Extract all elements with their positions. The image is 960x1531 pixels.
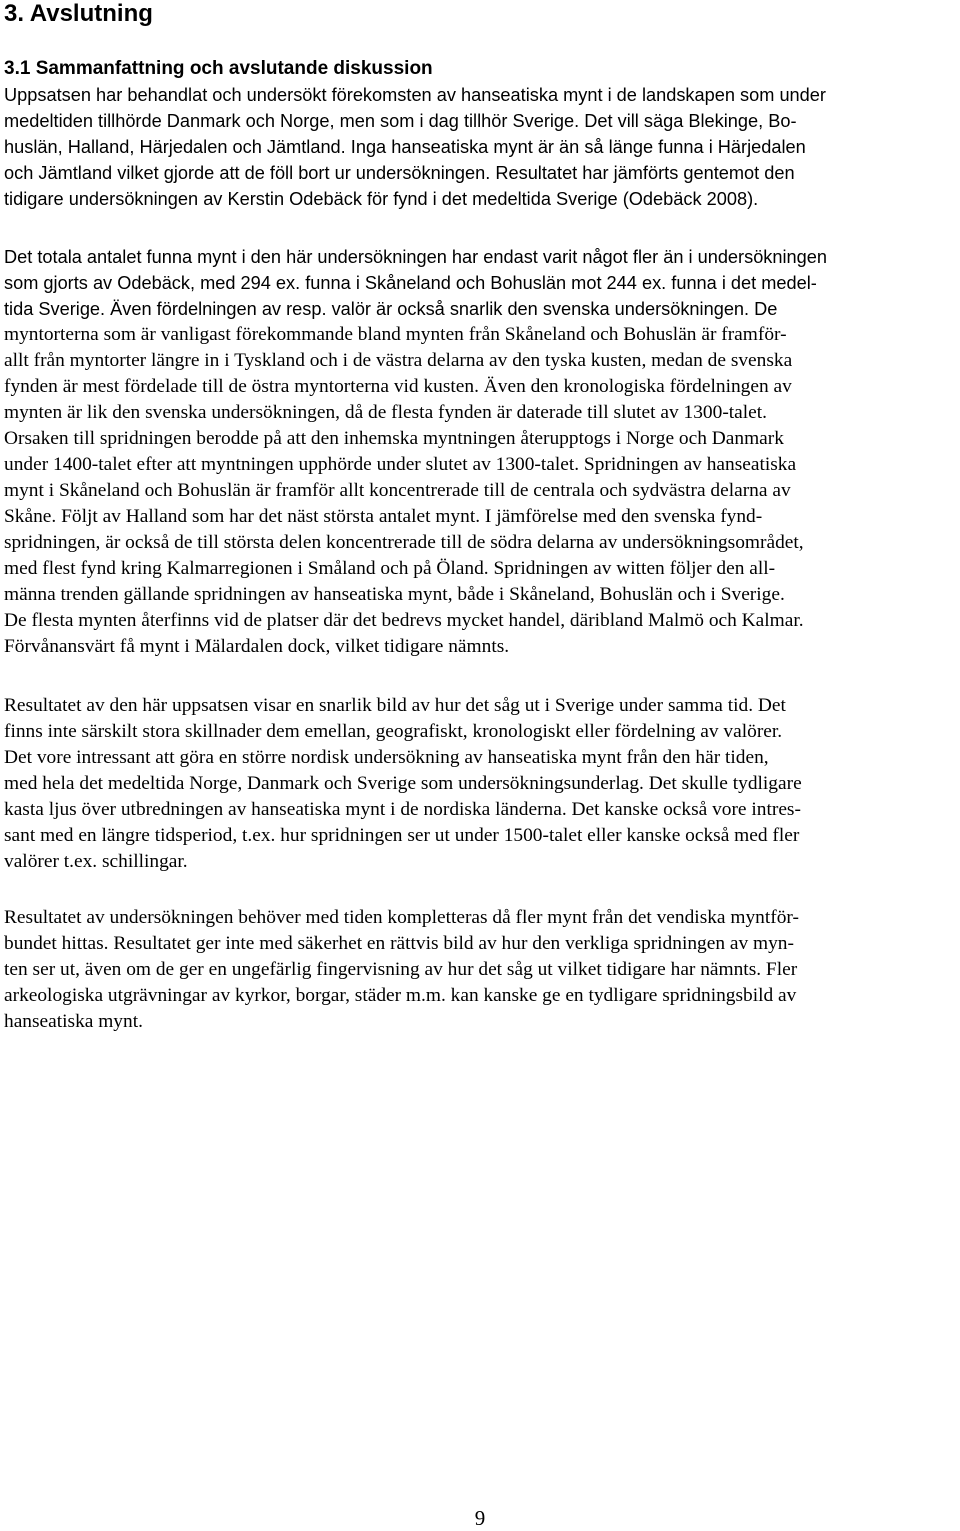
paragraph-line: som gjorts av Odebäck, med 294 ex. funna i Skåneland och Bohuslän mot 244 ex. funna i det medel- bbox=[4, 273, 817, 293]
paragraph-result bbox=[4, 693, 956, 875]
paragraph-line: De flesta mynten återfinns vid de platser där det bedrevs mycket handel, däribland Malmö och Kalmar. bbox=[4, 610, 804, 631]
paragraph-line: finns inte särskilt stora skillnader dem emellan, geografiskt, kronologiskt eller fördelning av valörer. bbox=[4, 721, 783, 742]
paragraph-line: hanseatiska mynt. bbox=[4, 1011, 143, 1032]
paragraph-line: Det totala antalet funna mynt i den här undersökningen har endast varit något fler än i undersökningen bbox=[4, 247, 828, 267]
paragraph-line: arkeologiska utgrävningar av kyrkor, borgar, städer m.m. kan kanske ge en tydligare spridningsbild av bbox=[4, 985, 797, 1006]
paragraph-line: med flest fynd kring Kalmarregionen i Småland och på Öland. Spridningen av witten följer den all- bbox=[4, 558, 776, 579]
paragraph-line: Det vore intressant att göra en större nordisk undersökning av hanseatiska mynt från den här tiden, bbox=[4, 747, 769, 768]
paragraph-line: ten ser ut, även om de ger en ungefärlig fingervisning av hur det såg ut vilket tidigare har nämnts. Fler bbox=[4, 959, 798, 980]
paragraph-line: spridningen, är också de till största delen koncentrerade till de södra delarna av undersökningsområdet, bbox=[4, 532, 804, 553]
paragraph-outlook bbox=[4, 905, 956, 1035]
paragraph-line: allt från myntorter längre in i Tyskland och i de västra delarna av den tyska kusten, medan de svenska bbox=[4, 350, 793, 371]
paragraph-line: mynten är lik den svenska undersökningen, då de flesta fynden är daterade till slutet av 1300-talet. bbox=[4, 402, 767, 423]
paragraph-line: Orsaken till spridningen berodde på att den inhemska myntningen återupptogs i Norge och Danmark bbox=[4, 428, 784, 449]
paragraph-line: med hela det medeltida Norge, Danmark och Sverige som undersökningsunderlag. Det skulle tydligare bbox=[4, 773, 802, 794]
page-number: 9 bbox=[474, 1506, 486, 1530]
paragraph-line: männa trenden gällande spridningen av hanseatiska mynt, både i Skåneland, Bohuslän och i Sverige. bbox=[4, 584, 785, 605]
paragraph-line: tida Sverige. Även fördelningen av resp. valör är också snarlik den svenska undersökningen. De bbox=[4, 299, 778, 319]
paragraph-summary bbox=[4, 82, 956, 212]
paragraph-line: och Jämtland vilket gjorde att de föll bort ur undersökningen. Resultatet har jämförts gentemot den bbox=[4, 163, 795, 183]
paragraph-line: valörer t.ex. schillingar. bbox=[4, 851, 188, 872]
paragraph-line: bundet hittas. Resultatet ger inte med säkerhet en rättvis bild av hur den verkliga spridningen av myn- bbox=[4, 933, 794, 954]
paragraph-line: under 1400-talet efter att myntningen upphörde under slutet av 1300-talet. Spridningen av hanseatiska bbox=[4, 454, 797, 475]
paragraph-line: mynt i Skåneland och Bohuslän är framför allt koncentrerade till de centrala och sydvästra delarna av bbox=[4, 480, 791, 501]
paragraph-line: kasta ljus över utbredningen av hanseatiska mynt i de nordiska länderna. Det kanske också vore intres- bbox=[4, 799, 801, 820]
paragraph-comparison bbox=[4, 244, 956, 660]
paragraph-line: tidigare undersökningen av Kerstin Odebäck för fynd i det medeltida Sverige (Odebäck 2008). bbox=[4, 189, 759, 209]
paragraph-line: Förvånansvärt få mynt i Mälardalen dock, vilket tidigare nämnts. bbox=[4, 636, 510, 657]
paragraph-line: Skåne. Följt av Halland som har det näst största antalet mynt. I jämförelse med den svenska fynd- bbox=[4, 506, 763, 527]
paragraph-line: Uppsatsen har behandlat och undersökt förekomsten av hanseatiska mynt i de landskapen som under bbox=[4, 85, 826, 105]
paragraph-line: medeltiden tillhörde Danmark och Norge, men som i dag tillhör Sverige. Det vill säga Blekinge, Bo- bbox=[4, 111, 797, 131]
paragraph-line: Resultatet av den här uppsatsen visar en snarlik bild av hur det såg ut i Sverige under samma tid. Det bbox=[4, 695, 786, 716]
paragraph-line: myntorterna som är vanligast förekommande bland mynten från Skåneland och Bohuslän är framför- bbox=[4, 324, 787, 345]
chapter-title: 3. Avslutning bbox=[4, 0, 153, 27]
paragraph-line: sant med en längre tidsperiod, t.ex. hur spridningen ser ut under 1500-talet eller kanske också med fler bbox=[4, 825, 800, 846]
paragraph-line: fynden är mest fördelade till de östra myntorterna vid kusten. Även den kronologiska fördelningen av bbox=[4, 376, 792, 397]
section-title: 3.1 Sammanfattning och avslutande diskussion bbox=[4, 58, 433, 79]
paragraph-line: huslän, Halland, Härjedalen och Jämtland. Inga hanseatiska mynt är än så länge funna i Härjedalen bbox=[4, 137, 806, 157]
paragraph-line: Resultatet av undersökningen behöver med tiden kompletteras då fler mynt från det vendiska myntför- bbox=[4, 907, 799, 928]
